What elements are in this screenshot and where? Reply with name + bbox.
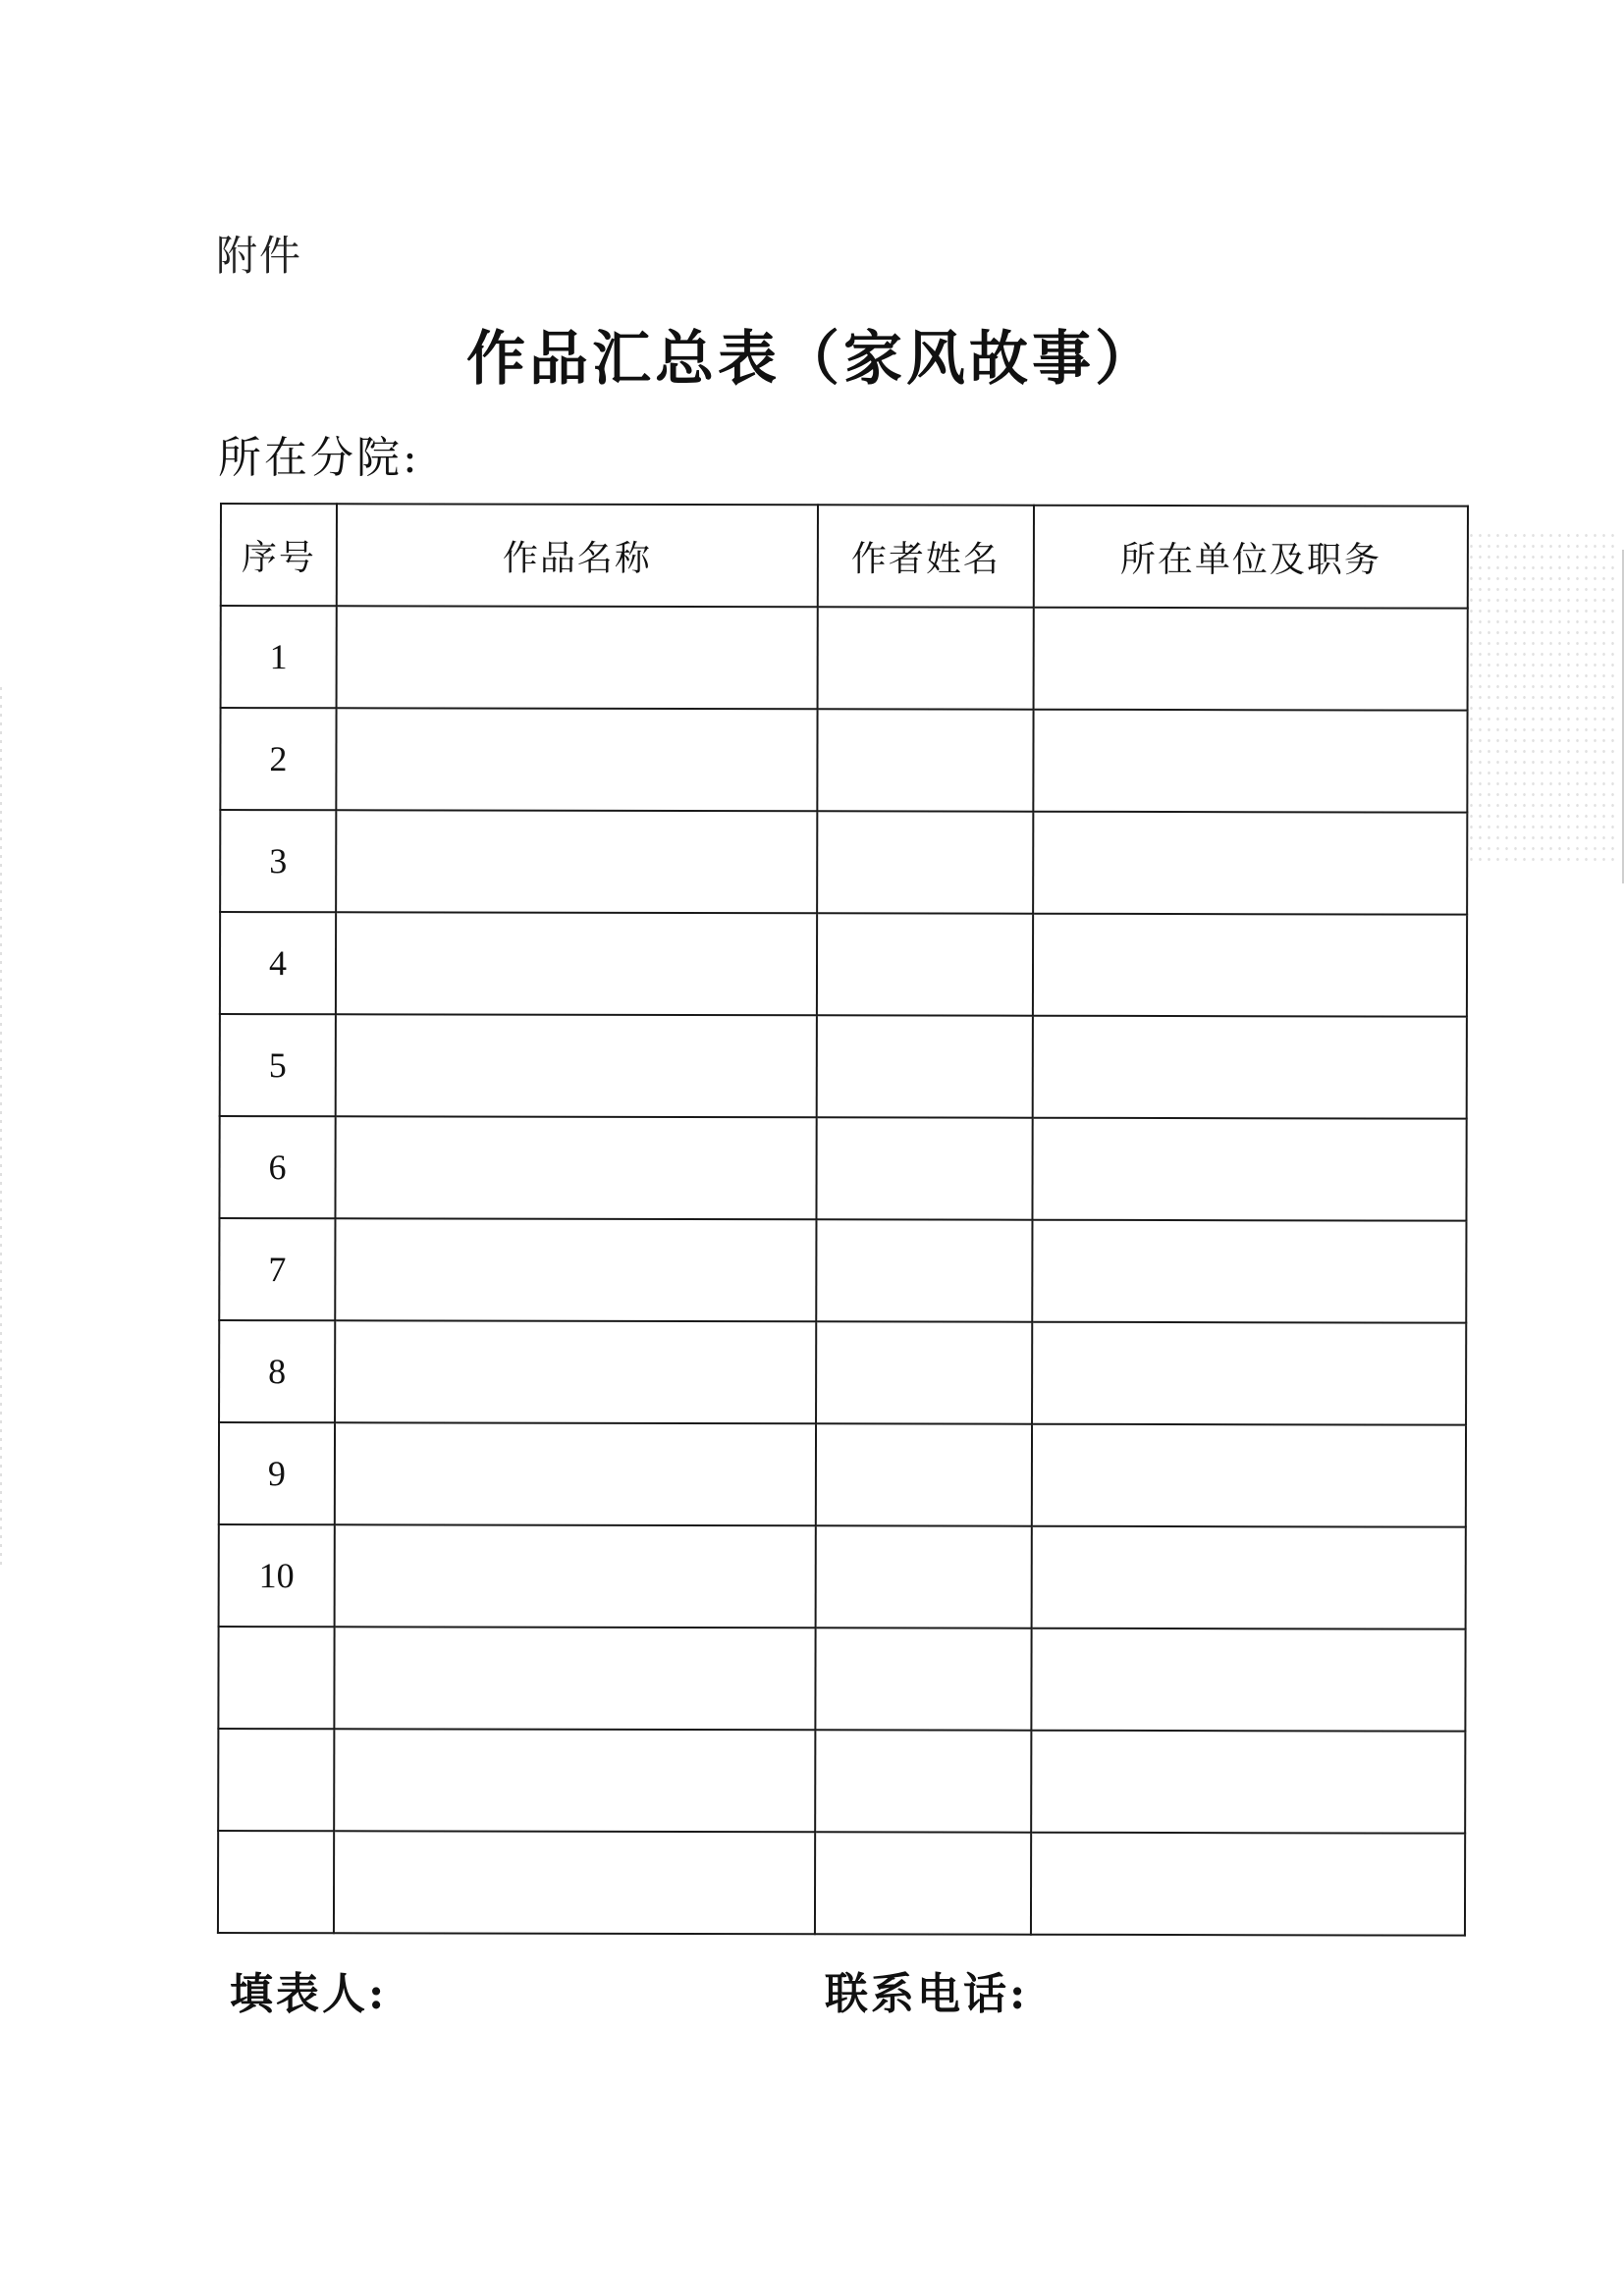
header-unit-position: 所在单位及职务 (1034, 506, 1468, 609)
table-row (218, 1627, 1465, 1732)
cell-unit-position[interactable] (1031, 1731, 1465, 1834)
summary-table-container (217, 503, 1467, 1937)
cell-work-title[interactable] (335, 1524, 816, 1628)
cell-serial-number: 7 (219, 1218, 335, 1320)
header-serial-number: 序号 (221, 504, 337, 606)
cell-author-name[interactable] (816, 1321, 1032, 1423)
cell-author-name[interactable] (817, 913, 1033, 1015)
cell-author-name[interactable] (815, 1832, 1031, 1934)
cell-serial-number: 5 (220, 1014, 336, 1116)
cell-unit-position[interactable] (1034, 608, 1468, 711)
cell-serial-number: 10 (219, 1524, 335, 1627)
cell-unit-position[interactable] (1032, 1322, 1466, 1425)
table-row (220, 912, 1467, 1017)
table-row (219, 1218, 1466, 1323)
cell-author-name[interactable] (817, 1015, 1033, 1117)
cell-unit-position[interactable] (1033, 1016, 1467, 1119)
cell-work-title[interactable] (335, 1320, 816, 1423)
table-row (220, 1014, 1467, 1119)
cell-serial-number: 9 (219, 1422, 335, 1524)
table-row (219, 1116, 1466, 1221)
cell-author-name[interactable] (816, 1525, 1032, 1628)
table-row (221, 606, 1468, 711)
cell-work-title[interactable] (337, 606, 818, 709)
cell-work-title[interactable] (335, 1116, 816, 1219)
cell-work-title[interactable] (336, 810, 817, 913)
scan-noise (1467, 530, 1614, 864)
cell-unit-position[interactable] (1032, 1220, 1466, 1323)
cell-serial-number: 3 (220, 810, 336, 912)
form-filler-label: 填表人: (230, 1969, 388, 2019)
cell-unit-position[interactable] (1033, 914, 1467, 1017)
cell-author-name[interactable] (815, 1628, 1031, 1730)
cell-serial-number: 1 (221, 606, 337, 708)
scan-edge-left (0, 687, 2, 1571)
header-author-name: 作者姓名 (818, 505, 1034, 607)
cell-author-name[interactable] (815, 1730, 1031, 1832)
cell-unit-position[interactable] (1031, 1833, 1465, 1936)
cell-unit-position[interactable] (1033, 710, 1467, 813)
cell-work-title[interactable] (336, 912, 817, 1015)
table-row (219, 1320, 1466, 1425)
cell-serial-number: 6 (219, 1116, 335, 1218)
table-row (219, 1422, 1466, 1527)
cell-work-title[interactable] (334, 1831, 815, 1934)
cell-serial-number: 4 (220, 912, 336, 1014)
cell-serial-number (218, 1831, 334, 1933)
header-work-title: 作品名称 (337, 504, 818, 607)
cell-unit-position[interactable] (1032, 1118, 1466, 1221)
table-row (220, 810, 1467, 915)
cell-work-title[interactable] (334, 1627, 815, 1730)
cell-unit-position[interactable] (1033, 812, 1467, 915)
cell-author-name[interactable] (816, 1219, 1032, 1321)
attachment-label: 附件 (216, 232, 303, 280)
cell-author-name[interactable] (818, 607, 1034, 709)
cell-serial-number (218, 1627, 334, 1729)
branch-label: 所在分院: (218, 433, 420, 483)
cell-work-title[interactable] (336, 708, 817, 811)
cell-serial-number: 8 (219, 1320, 335, 1422)
table-row (219, 1524, 1466, 1629)
cell-author-name[interactable] (816, 1423, 1032, 1525)
page-title: 作品汇总表（家风故事） (466, 325, 1158, 394)
cell-unit-position[interactable] (1032, 1526, 1466, 1629)
table-header-row (221, 504, 1468, 609)
cell-serial-number: 2 (220, 708, 336, 810)
cell-author-name[interactable] (816, 1117, 1032, 1219)
contact-phone-label: 联系电话: (825, 1969, 1029, 2019)
cell-unit-position[interactable] (1032, 1424, 1466, 1527)
cell-work-title[interactable] (336, 1014, 817, 1117)
cell-work-title[interactable] (335, 1218, 816, 1321)
cell-unit-position[interactable] (1031, 1629, 1465, 1732)
cell-serial-number (218, 1729, 334, 1831)
cell-author-name[interactable] (817, 811, 1033, 913)
summary-table (217, 503, 1469, 1937)
cell-author-name[interactable] (817, 709, 1033, 811)
table-row (218, 1729, 1465, 1834)
table-row (220, 708, 1467, 813)
table-row (218, 1831, 1465, 1936)
cell-work-title[interactable] (335, 1422, 816, 1525)
cell-work-title[interactable] (334, 1729, 815, 1832)
